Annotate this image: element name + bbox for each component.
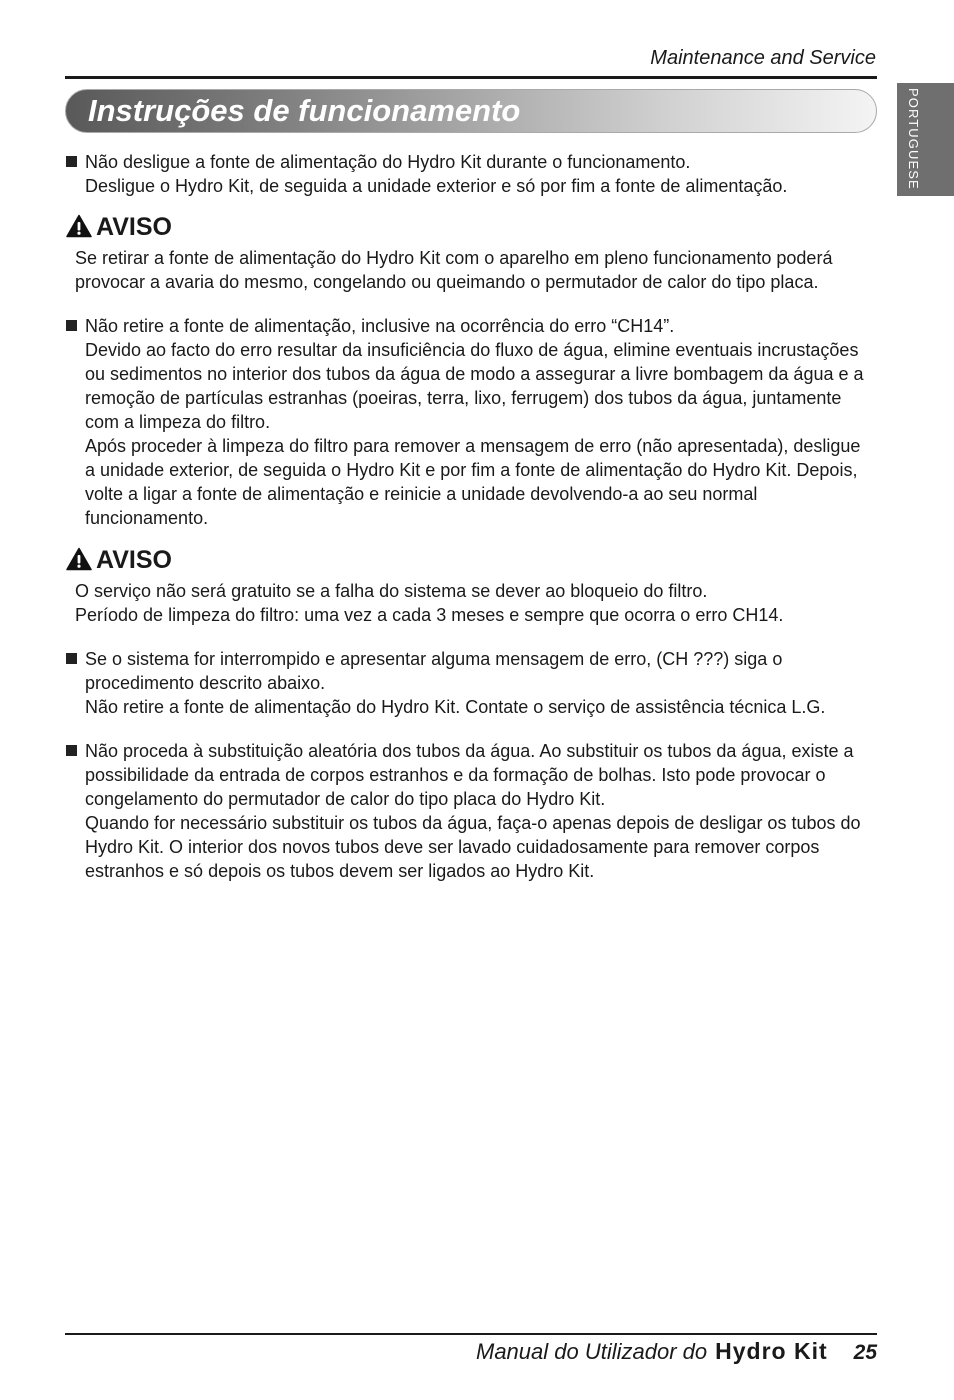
text-line: com a limpeza do filtro. xyxy=(85,412,271,432)
text-line: Desligue o Hydro Kit, de seguida a unidade exterior e só por fim a fonte de alimentação. xyxy=(85,176,788,196)
text-line: O serviço não será gratuito se a falha do sistema se dever ao bloqueio do filtro. xyxy=(75,581,708,601)
top-rule xyxy=(65,76,877,79)
language-tab xyxy=(897,83,954,196)
text-line: funcionamento. xyxy=(85,508,209,528)
text-line: Quando for necessário substituir os tubos da água, faça-o apenas depois de desligar os tubos do xyxy=(85,813,861,833)
text-line: Se o sistema for interrompido e apresentar alguma mensagem de erro, (CH ???) siga o xyxy=(85,649,783,669)
square-bullet-icon xyxy=(66,653,77,664)
bullet-item xyxy=(66,647,825,719)
warning-triangle-icon xyxy=(66,214,92,238)
text-line: estranhos e só depois os tubos devem ser ligados ao Hydro Kit. xyxy=(85,861,595,881)
text-line: Período de limpeza do filtro: uma vez a cada 3 meses e sempre que ocorra o erro CH14. xyxy=(75,605,784,625)
running-head: Maintenance and Service xyxy=(650,47,876,69)
text-line: Se retirar a fonte de alimentação do Hydro Kit com o aparelho em pleno funcionamento poderá xyxy=(75,248,833,268)
page-footer xyxy=(476,1337,877,1367)
footer-product-name: Hydro Kit xyxy=(715,1338,828,1364)
warning-text xyxy=(75,246,832,294)
warning-text xyxy=(75,579,783,627)
text-line: Hydro Kit. O interior dos novos tubos deve ser lavado cuidadosamente para remover corpos xyxy=(85,837,820,857)
text-line: procedimento descrito abaixo. xyxy=(85,673,326,693)
text-line: congelamento do permutador de calor do tipo placa do Hydro Kit. xyxy=(85,789,606,809)
text-line: remoção de partículas estranhas (poeiras, terra, lixo, ferrugem) dos tubos da água, juntamente xyxy=(85,388,842,408)
text-line: volte a ligar a fonte de alimentação e reinicie a unidade devolvendo-a ao seu normal xyxy=(85,484,758,504)
bullet-item xyxy=(66,314,864,530)
text-line: Após proceder à limpeza do filtro para remover a mensagem de erro (não apresentada), desligue xyxy=(85,436,861,456)
language-tab-label: PORTUGUESE xyxy=(906,88,921,190)
bullet-text xyxy=(85,647,825,719)
text-line: ou sedimentos no interior dos tubos da água de modo a assegurar a livre bombagem da água e a xyxy=(85,364,864,384)
text-line: a unidade exterior, de seguida o Hydro Kit e por fim a fonte de alimentação do Hydro Kit. Depois, xyxy=(85,460,858,480)
square-bullet-icon xyxy=(66,320,77,331)
footer-manual-label: Manual do Utilizador do xyxy=(476,1339,708,1364)
text-line: Não retire a fonte de alimentação, inclusive na ocorrência do erro “CH14”. xyxy=(85,316,675,336)
text-line: possibilidade da entrada de corpos estranhos e da formação de bolhas. Isto pode provocar o xyxy=(85,765,826,785)
bullet-item xyxy=(66,150,787,198)
text-line: Não desligue a fonte de alimentação do Hydro Kit durante o funcionamento. xyxy=(85,152,691,172)
bullet-text xyxy=(85,739,861,883)
text-line: Não proceda à substituição aleatória dos tubos da água. Ao substituir os tubos da água, existe a xyxy=(85,741,854,761)
warning-heading: AVISO xyxy=(96,546,172,574)
warning-triangle-icon xyxy=(66,547,92,571)
bottom-rule xyxy=(65,1333,877,1335)
page-number: 25 xyxy=(853,1341,877,1364)
square-bullet-icon xyxy=(66,156,77,167)
bullet-item xyxy=(66,739,861,883)
text-line: Não retire a fonte de alimentação do Hydro Kit. Contate o serviço de assistência técnica L.G. xyxy=(85,697,826,717)
bullet-text xyxy=(85,314,864,530)
section-title-bar xyxy=(65,89,877,133)
section-title: Instruções de funcionamento xyxy=(88,93,521,128)
square-bullet-icon xyxy=(66,745,77,756)
text-line: provocar a avaria do mesmo, congelando ou queimando o permutador de calor do tipo placa. xyxy=(75,272,819,292)
text-line: Devido ao facto do erro resultar da insuficiência do fluxo de água, elimine eventuais incrustações xyxy=(85,340,859,360)
warning-heading: AVISO xyxy=(96,213,172,241)
bullet-text xyxy=(85,150,787,198)
